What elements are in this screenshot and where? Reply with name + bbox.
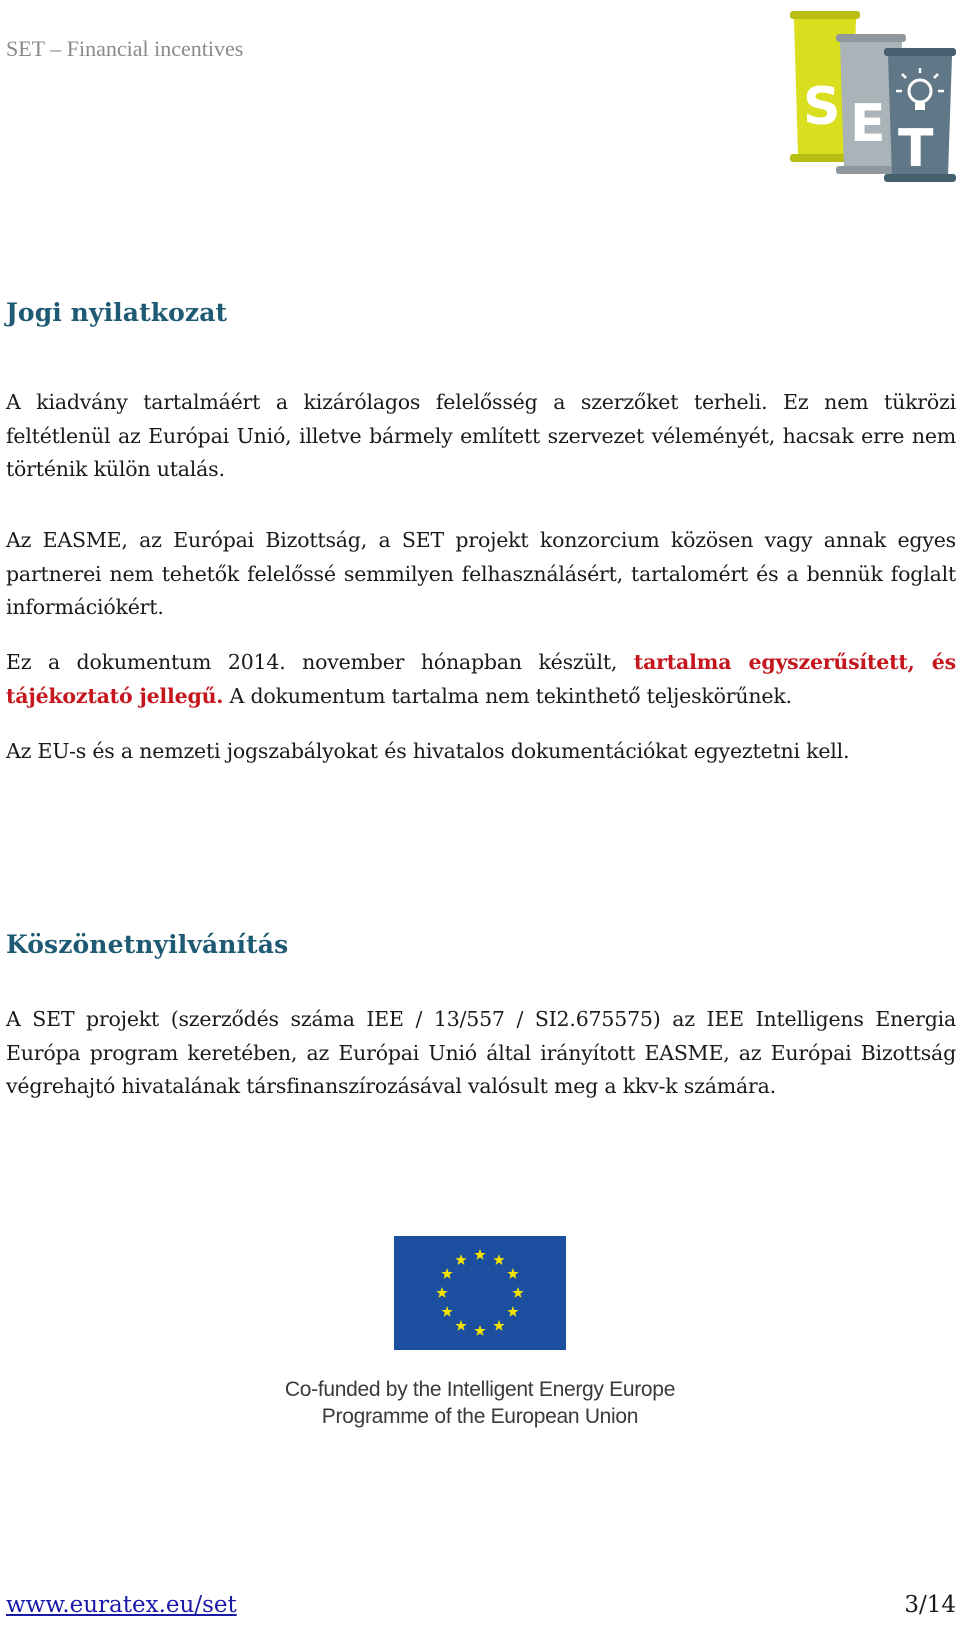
disclaimer-body-2 <box>6 524 956 625</box>
acknowledgement-section <box>6 930 956 959</box>
disclaimer-heading: Jogi nyilatkozat <box>6 298 228 327</box>
running-header-title: SET – Financial incentives <box>6 36 244 61</box>
eu-flag <box>394 1236 566 1350</box>
disclaimer-body <box>6 386 956 487</box>
acknowledgement-body <box>6 1003 956 1104</box>
eu-caption-line-2: Programme of the European Union <box>321 1405 639 1428</box>
disclaimer-paragraph-3 <box>6 646 956 713</box>
disclaimer-paragraph-3-start: Ez a dokumentum 2014. november hónapban készült, <box>6 650 634 674</box>
eu-cofunding-logo <box>260 1236 700 1430</box>
disclaimer-body-4 <box>6 735 956 769</box>
eu-caption <box>260 1376 700 1430</box>
acknowledgement-heading: Köszönetnyilvánítás <box>6 930 289 959</box>
page-number: 3/14 <box>904 1592 956 1618</box>
disclaimer-body-3 <box>6 646 956 713</box>
acknowledgement-paragraph: A SET projekt (szerződés száma IEE / 13/557 / SI2.675575) az IEE Intelligens Energia Európa program keretében, az Európai Unió által irányított EASME, az Európai Bizottság végrehajtó hivatalának társfinanszírozásával valósult meg a kkv-k számára. <box>6 1007 956 1098</box>
eu-caption-line-1: Co-funded by the Intelligent Energy Europe <box>284 1378 676 1401</box>
logo-letter-t: T <box>898 119 934 179</box>
disclaimer-paragraph-1: A kiadvány tartalmáért a kizárólagos felelősség a szerzőket terheli. Ez nem tükrözi feltétlenül az Európai Unió, illetve bármely említett szervezet véleményét, hacsak erre nem történik külön utalás. <box>6 390 956 481</box>
disclaimer-paragraph-3-end: A dokumentum tartalma nem tekinthető teljeskörűnek. <box>223 683 792 708</box>
set-logo <box>790 6 958 184</box>
disclaimer-paragraph-4: Az EU-s és a nemzeti jogszabályokat és hivatalos dokumentációkat egyeztetni kell. <box>6 739 850 763</box>
disclaimer-highlight: tartalma egyszerűsített, és tájékoztató jellegű. <box>6 650 956 708</box>
disclaimer-paragraph-2: Az EASME, az Európai Bizottság, a SET projekt konzorcium közösen vagy annak egyes partnerei nem tehetők felelőssé semmilyen felhasználásért, tartalomért és a bennük foglalt információkért. <box>6 528 956 619</box>
logo-letter-s: S <box>803 77 841 137</box>
logo-letter-e: E <box>850 94 886 154</box>
disclaimer-section <box>6 298 956 327</box>
footer-website-link[interactable]: www.euratex.eu/set <box>6 1592 237 1618</box>
